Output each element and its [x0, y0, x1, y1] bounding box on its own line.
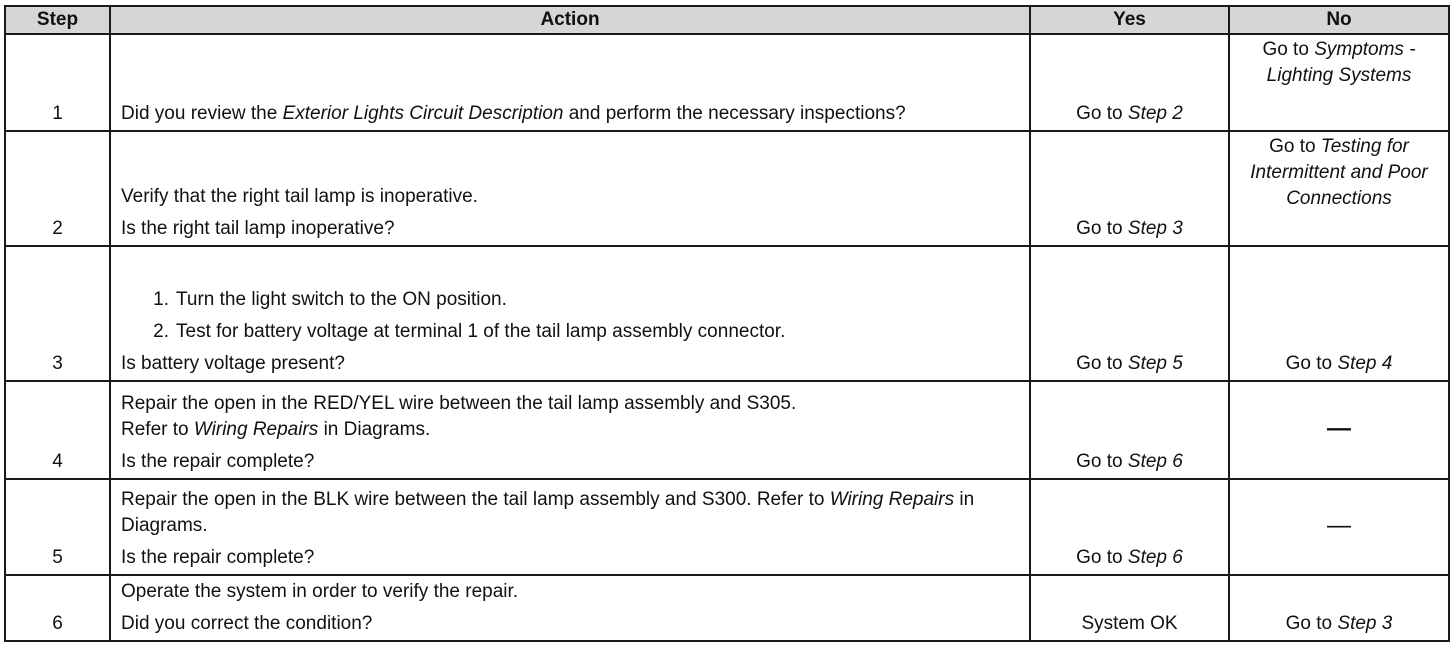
action-cell: [110, 479, 1030, 575]
action-text: Repair the open in the RED/YEL wire between the tail lamp assembly and S305. Refer to Wiring Repairs in Diagrams.: [121, 393, 797, 440]
action-question: Is the repair complete?: [121, 547, 315, 568]
header-no: No: [1229, 6, 1449, 34]
step-number: 4: [5, 381, 110, 479]
no-cell: Go to Step 3: [1229, 575, 1449, 641]
action-cell: [110, 381, 1030, 479]
action-text: Operate the system in order to verify the repair.: [121, 581, 519, 602]
step-number: 1: [5, 34, 110, 131]
table-row: [5, 575, 1449, 641]
action-text: Did you review the Exterior Lights Circuit Description and perform the necessary inspections?: [121, 103, 906, 124]
table-row: [5, 381, 1449, 479]
step-number: 5: [5, 479, 110, 575]
action-question: Did you correct the condition?: [121, 613, 373, 634]
yes-cell: Go to Step 6: [1030, 479, 1229, 575]
header-step: Step: [5, 6, 110, 34]
yes-cell: Go to Step 6: [1030, 381, 1229, 479]
action-question: Is the repair complete?: [121, 451, 315, 472]
no-cell: Go to Testing for Intermittent and Poor Connections: [1229, 131, 1449, 246]
list-item: 1. Turn the light switch to the ON position.: [153, 289, 507, 310]
list-item: 2. Test for battery voltage at terminal 1 of the tail lamp assembly connector.: [153, 321, 786, 342]
action-cell: [110, 34, 1030, 131]
step-number: 2: [5, 131, 110, 246]
diagnostic-table: [4, 5, 1450, 642]
table-row: [5, 479, 1449, 575]
diagnostic-table-wrapper: [4, 5, 1450, 642]
action-text: Repair the open in the BLK wire between the tail lamp assembly and S300. Refer to Wiring Repairs in Diagrams.: [121, 489, 975, 536]
no-cell: —: [1229, 479, 1449, 575]
step-number: 3: [5, 246, 110, 381]
action-question: Is battery voltage present?: [121, 353, 345, 374]
no-cell: Go to Step 4: [1229, 246, 1449, 381]
action-cell: [110, 246, 1030, 381]
table-row: [5, 131, 1449, 246]
action-cell: [110, 575, 1030, 641]
action-question: Is the right tail lamp inoperative?: [121, 218, 395, 239]
action-cell: [110, 131, 1030, 246]
no-cell: —: [1229, 381, 1449, 479]
header-row: [5, 6, 1449, 34]
step-number: 6: [5, 575, 110, 641]
table-row: [5, 246, 1449, 381]
header-action: Action: [110, 6, 1030, 34]
table-row: [5, 34, 1449, 131]
yes-cell: System OK: [1030, 575, 1229, 641]
no-cell: Go to Symptoms - Lighting Systems: [1229, 34, 1449, 131]
yes-cell: Go to Step 3: [1030, 131, 1229, 246]
action-steps-list: [121, 287, 1019, 345]
header-yes: Yes: [1030, 6, 1229, 34]
yes-cell: Go to Step 2: [1030, 34, 1229, 131]
yes-cell: Go to Step 5: [1030, 246, 1229, 381]
action-text: Verify that the right tail lamp is inoperative.: [121, 186, 478, 207]
